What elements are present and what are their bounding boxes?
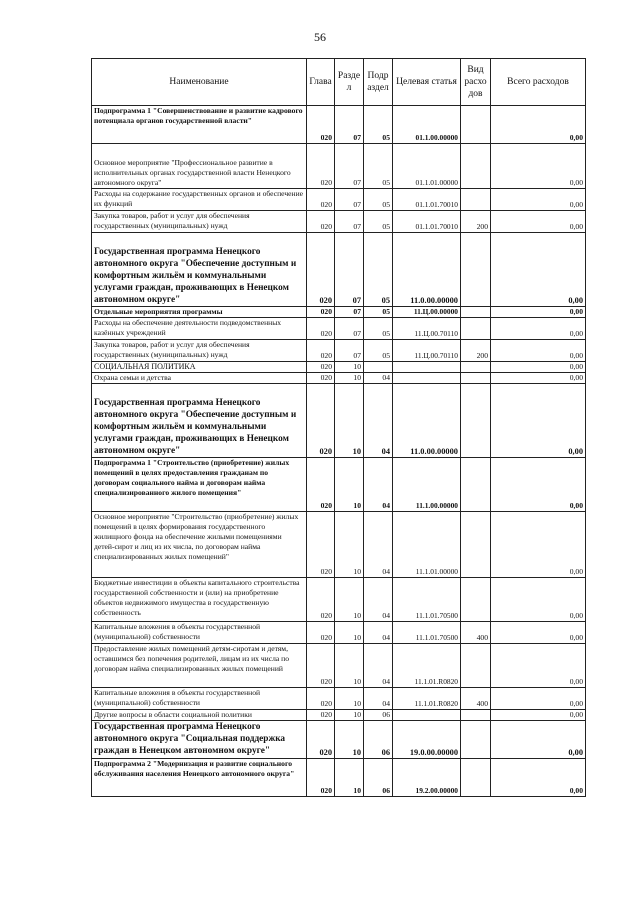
row-podrazdel: 05 — [364, 340, 393, 362]
row-razdel: 10 — [335, 458, 364, 512]
row-vid — [461, 710, 491, 721]
row-vid — [461, 458, 491, 512]
row-razdel: 10 — [335, 384, 364, 458]
row-total: 0,00 — [491, 759, 586, 797]
table-row — [92, 211, 586, 233]
row-total: 0,00 — [491, 189, 586, 211]
table-row — [92, 362, 586, 373]
row-glava: 020 — [307, 644, 335, 688]
row-razdel: 07 — [335, 307, 364, 318]
row-article — [393, 373, 461, 384]
row-podrazdel: 06 — [364, 721, 393, 759]
row-article: 11.1.01.70500 — [393, 578, 461, 622]
col-header-podrazdel: Подр аздел — [364, 59, 393, 106]
row-name: Капитальные вложения в объекты государственной (муниципальной) собственности — [92, 688, 307, 710]
row-article: 11.1.00.00000 — [393, 458, 461, 512]
row-podrazdel: 05 — [364, 106, 393, 144]
row-name: Подпрограмма 1 "Строительство (приобретение) жилых помещений в целях предоставления гражданам по договорам социального найма и договорам найма специализированного жилого помещения" — [92, 458, 307, 512]
col-header-glava: Глава — [307, 59, 335, 106]
row-vid — [461, 144, 491, 189]
row-vid: 400 — [461, 622, 491, 644]
row-total: 0,00 — [491, 211, 586, 233]
table-row — [92, 721, 586, 759]
row-vid — [461, 362, 491, 373]
row-article — [393, 710, 461, 721]
table-row — [92, 644, 586, 688]
row-vid: 400 — [461, 688, 491, 710]
row-podrazdel: 05 — [364, 144, 393, 189]
row-name: Предоставление жилых помещений детям-сиротам и детям, оставшимся без попечения родителей, лицам из их числа по договорам найма специализированных жилых помещений — [92, 644, 307, 688]
row-article: 11.1.01.00000 — [393, 512, 461, 578]
table-row — [92, 622, 586, 644]
row-podrazdel: 05 — [364, 318, 393, 340]
row-total: 0,00 — [491, 384, 586, 458]
row-podrazdel: 04 — [364, 384, 393, 458]
row-name: Бюджетные инвестиции в объекты капитального строительства государственной собственности и (или) на приобретение объектов недвижимого имущества в государственную собственность — [92, 578, 307, 622]
row-article: 11.0.00.00000 — [393, 384, 461, 458]
row-name: Основное мероприятие "Строительство (приобретение) жилых помещений в целях формирования государственного жилищного фонда на обеспечение жилыми помещениями детей-сирот и лиц из их числа, по договорам найма специализированных жилых помещений" — [92, 512, 307, 578]
row-razdel: 07 — [335, 106, 364, 144]
row-glava: 020 — [307, 512, 335, 578]
row-name: СОЦИАЛЬНАЯ ПОЛИТИКА — [92, 362, 307, 373]
row-name: Отдельные мероприятия программы — [92, 307, 307, 318]
row-total: 0,00 — [491, 307, 586, 318]
row-podrazdel — [364, 362, 393, 373]
row-glava: 020 — [307, 622, 335, 644]
row-glava: 020 — [307, 384, 335, 458]
table-row — [92, 189, 586, 211]
row-razdel: 10 — [335, 622, 364, 644]
row-podrazdel: 06 — [364, 710, 393, 721]
row-name: Расходы на содержание государственных органов и обеспечение их функций — [92, 189, 307, 211]
table-row — [92, 340, 586, 362]
row-glava: 020 — [307, 144, 335, 189]
row-razdel: 10 — [335, 512, 364, 578]
table-row — [92, 384, 586, 458]
row-name: Расходы на обеспечение деятельности подведомственных казённых учреждений — [92, 318, 307, 340]
row-vid — [461, 373, 491, 384]
row-total: 0,00 — [491, 458, 586, 512]
row-article: 19.0.00.00000 — [393, 721, 461, 759]
row-total: 0,00 — [491, 710, 586, 721]
table-row — [92, 688, 586, 710]
row-glava: 020 — [307, 458, 335, 512]
row-glava: 020 — [307, 362, 335, 373]
row-name: Капитальные вложения в объекты государственной (муниципальной) собственности — [92, 622, 307, 644]
row-razdel: 10 — [335, 644, 364, 688]
row-podrazdel: 04 — [364, 373, 393, 384]
col-header-razdel: Разде л — [335, 59, 364, 106]
row-razdel: 10 — [335, 710, 364, 721]
col-header-total: Всего расходов — [491, 59, 586, 106]
row-razdel: 10 — [335, 688, 364, 710]
row-total: 0,00 — [491, 721, 586, 759]
row-glava: 020 — [307, 318, 335, 340]
table-row — [92, 578, 586, 622]
row-total: 0,00 — [491, 233, 586, 307]
table-row — [92, 318, 586, 340]
row-podrazdel: 04 — [364, 644, 393, 688]
table-row — [92, 233, 586, 307]
row-name: Закупка товаров, работ и услуг для обеспечения государственных (муниципальных) нужд — [92, 340, 307, 362]
row-glava: 020 — [307, 233, 335, 307]
page-number: 56 — [314, 30, 326, 44]
row-vid — [461, 759, 491, 797]
row-razdel: 07 — [335, 233, 364, 307]
col-header-vid: Вид расхо дов — [461, 59, 491, 106]
row-vid — [461, 233, 491, 307]
row-vid — [461, 384, 491, 458]
row-name: Подпрограмма 1 "Совершенствование и развитие кадрового потенциала органов государственной власти" — [92, 106, 307, 144]
row-glava: 020 — [307, 106, 335, 144]
row-razdel: 10 — [335, 759, 364, 797]
row-total: 0,00 — [491, 340, 586, 362]
row-glava: 020 — [307, 373, 335, 384]
budget-table — [91, 58, 586, 797]
row-total: 0,00 — [491, 578, 586, 622]
row-razdel: 07 — [335, 189, 364, 211]
row-name: Государственная программа Ненецкого автономного округа "Обеспечение доступным и комфортным жильём и коммунальными услугами граждан, проживающих в Ненецком автономном округе" — [92, 384, 307, 458]
row-article — [393, 362, 461, 373]
row-vid — [461, 512, 491, 578]
row-vid — [461, 644, 491, 688]
row-podrazdel: 04 — [364, 458, 393, 512]
row-article: 11.Ц.00.70110 — [393, 318, 461, 340]
row-podrazdel: 04 — [364, 622, 393, 644]
row-total: 0,00 — [491, 373, 586, 384]
row-total: 0,00 — [491, 106, 586, 144]
row-podrazdel: 04 — [364, 578, 393, 622]
row-razdel: 07 — [335, 144, 364, 189]
row-article: 11.1.01.R0820 — [393, 688, 461, 710]
row-glava: 020 — [307, 759, 335, 797]
table-row — [92, 759, 586, 797]
row-glava: 020 — [307, 578, 335, 622]
table-row — [92, 144, 586, 189]
row-article: 11.1.01.70500 — [393, 622, 461, 644]
row-razdel: 10 — [335, 362, 364, 373]
row-article: 11.Ц.00.70110 — [393, 340, 461, 362]
row-razdel: 10 — [335, 721, 364, 759]
row-article: 19.2.00.00000 — [393, 759, 461, 797]
row-total: 0,00 — [491, 688, 586, 710]
row-vid — [461, 189, 491, 211]
row-glava: 020 — [307, 211, 335, 233]
row-article: 11.1.01.R0820 — [393, 644, 461, 688]
row-podrazdel: 04 — [364, 512, 393, 578]
row-name: Охрана семьи и детства — [92, 373, 307, 384]
row-podrazdel: 05 — [364, 211, 393, 233]
row-razdel: 07 — [335, 340, 364, 362]
table-row — [92, 710, 586, 721]
table-row — [92, 373, 586, 384]
row-razdel: 07 — [335, 318, 364, 340]
row-name: Государственная программа Ненецкого автономного округа "Обеспечение доступным и комфортным жильём и коммунальными услугами граждан, проживающих в Ненецком автономном округе" — [92, 233, 307, 307]
row-article: 01.1.01.70010 — [393, 189, 461, 211]
row-total: 0,00 — [491, 144, 586, 189]
row-name: Основное мероприятие "Профессиональное развитие в исполнительных органах государственной власти Ненецкого автономного округа" — [92, 144, 307, 189]
col-header-article: Целевая статья — [393, 59, 461, 106]
row-total: 0,00 — [491, 622, 586, 644]
row-total: 0,00 — [491, 644, 586, 688]
row-total: 0,00 — [491, 512, 586, 578]
row-razdel: 10 — [335, 373, 364, 384]
row-name: Закупка товаров, работ и услуг для обеспечения государственных (муниципальных) нужд — [92, 211, 307, 233]
row-razdel: 10 — [335, 578, 364, 622]
row-name: Подпрограмма 2 "Модернизация и развитие социального обслуживания населения Ненецкого автономного округа" — [92, 759, 307, 797]
row-glava: 020 — [307, 688, 335, 710]
row-podrazdel: 05 — [364, 307, 393, 318]
table-row — [92, 512, 586, 578]
row-vid: 200 — [461, 340, 491, 362]
row-vid — [461, 721, 491, 759]
table-row — [92, 307, 586, 318]
row-name: Другие вопросы в области социальной политики — [92, 710, 307, 721]
row-glava: 020 — [307, 307, 335, 318]
row-article: 01.1.01.00000 — [393, 144, 461, 189]
row-name: Государственная программа Ненецкого автономного округа "Социальная поддержка граждан в Ненецком автономном округе" — [92, 721, 307, 759]
row-glava: 020 — [307, 710, 335, 721]
row-razdel: 07 — [335, 211, 364, 233]
row-article: 01.1.00.00000 — [393, 106, 461, 144]
row-vid: 200 — [461, 211, 491, 233]
row-podrazdel: 04 — [364, 688, 393, 710]
table-row — [92, 106, 586, 144]
row-article: 11.0.00.00000 — [393, 233, 461, 307]
row-podrazdel: 06 — [364, 759, 393, 797]
table-header — [92, 59, 586, 106]
row-podrazdel: 05 — [364, 233, 393, 307]
row-article: 01.1.01.70010 — [393, 211, 461, 233]
row-vid — [461, 578, 491, 622]
table-row — [92, 458, 586, 512]
row-total: 0,00 — [491, 362, 586, 373]
row-glava: 020 — [307, 721, 335, 759]
row-glava: 020 — [307, 340, 335, 362]
row-podrazdel: 05 — [364, 189, 393, 211]
row-vid — [461, 318, 491, 340]
row-article: 11.Ц.00.00000 — [393, 307, 461, 318]
row-total: 0,00 — [491, 318, 586, 340]
col-header-name: Наименование — [92, 59, 307, 106]
row-vid — [461, 307, 491, 318]
row-glava: 020 — [307, 189, 335, 211]
row-vid — [461, 106, 491, 144]
